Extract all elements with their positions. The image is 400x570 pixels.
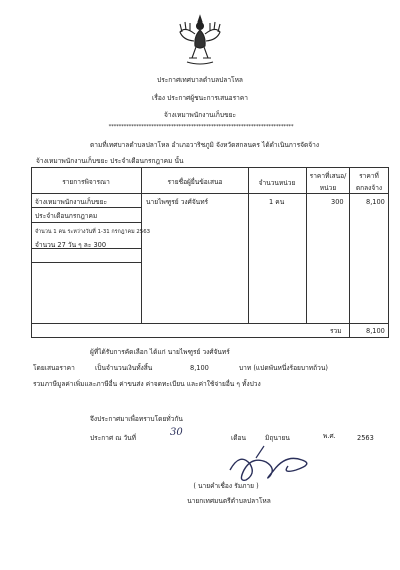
date-prefix: ประกาศ ณ วันที่ — [90, 434, 137, 442]
header-title: ประกาศเทศบาลตำบลปลาโหล — [157, 76, 243, 84]
item-month: ประจำเดือนกรกฎาคม — [35, 212, 98, 220]
result-bid-label: โดยเสนอราคา — [33, 364, 75, 372]
header-item: รายการพิจารณา — [62, 178, 110, 186]
star-divider: ************************************************************************** — [108, 124, 294, 130]
intro-line-1: ตามที่เทศบาลตำบลปลาโหล อำเภอวาริชภูมิ จังหวัดสกลนคร ได้ดำเนินการจัดจ้าง — [90, 141, 320, 149]
date-day: 30 — [170, 427, 183, 438]
vendor-name: นายไพฑูรย์ วงศ์จันทร์ — [146, 198, 209, 206]
header-total-2: ตกลงจ้าง — [355, 184, 383, 192]
header-subject: เรื่อง ประกาศผู้ชนะการเสนอราคา — [152, 94, 248, 102]
qty-value: 1 คน — [269, 198, 285, 206]
result-amount-label: เป็นจำนวนเงินทั้งสิ้น — [95, 364, 153, 372]
sum-label: รวม — [330, 327, 342, 335]
header-unit-price-2: หน่วย — [319, 184, 337, 192]
result-winner: ผู้ที่ได้รับการคัดเลือก ได้แก่ นายไพฑูรย์ วงศ์จันทร์ — [90, 348, 230, 356]
date-year-label: พ.ศ. — [323, 432, 336, 440]
sum-value: 8,100 — [366, 327, 385, 335]
garuda-emblem — [177, 14, 223, 66]
result-amount: 8,100 — [190, 364, 209, 372]
item-name: จ้างเหมาพนักงานเก็บขยะ — [35, 198, 108, 206]
date-year: 2563 — [357, 434, 374, 442]
date-month-label: เดือน — [231, 434, 247, 442]
signature — [226, 440, 318, 486]
unit-price-value: 300 — [331, 198, 344, 206]
header-vendor: รายชื่อผู้ยื่นข้อเสนอ — [167, 178, 223, 186]
intro-line-2: จ้างเหมาพนักงานเก็บขยะ ประจำเดือนกรกฎาคม นั้น — [36, 157, 184, 165]
date-month: มิถุนายน — [265, 434, 290, 442]
header-unit-price: ราคาที่เสนอ/ — [309, 172, 347, 180]
signer-title: นายกเทศมนตรีตำบลปลาโหล — [187, 497, 271, 505]
header-project: จ้างเหมาพนักงานเก็บขยะ — [163, 111, 237, 119]
signer-name: ( นายคำเชื่อง รัมภาย ) — [193, 482, 259, 490]
header-qty: จำนวนหน่วย — [258, 179, 296, 187]
result-tax-note: รวมภาษีมูลค่าเพิ่มและภาษีอื่น ค่าขนส่ง ค่าจดทะเบียน และค่าใช้จ่ายอื่น ๆ ทั้งปวง — [33, 380, 261, 388]
header-total: ราคาที่ — [359, 172, 379, 180]
item-days: จำนวน 27 วัน ๆ ละ 300 — [35, 241, 107, 249]
closing-announce: จึงประกาศมาเพื่อทราบโดยทั่วกัน — [90, 415, 183, 423]
item-period: จำนวน 1 คน ระหว่างวันที่ 1-31 กรกฎาคม 2563 — [35, 229, 151, 235]
result-amount-words: บาท (แปดพันหนึ่งร้อยบาทถ้วน) — [239, 364, 328, 372]
total-value: 8,100 — [366, 198, 385, 206]
